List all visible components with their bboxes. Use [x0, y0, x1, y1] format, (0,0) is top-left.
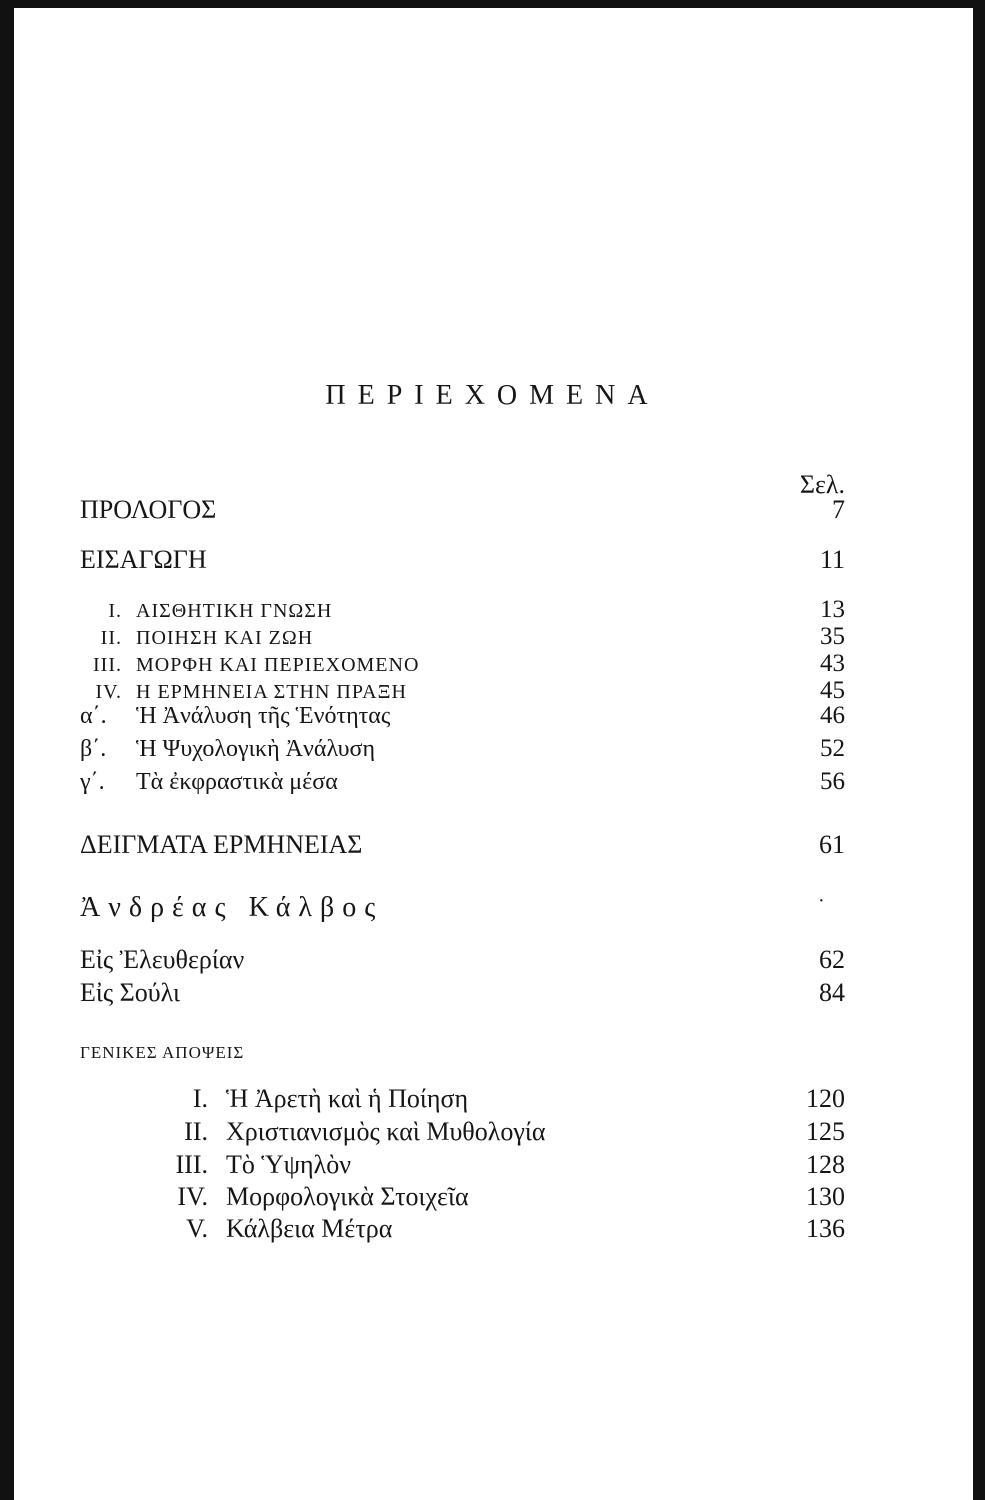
chapter-numeral: III. [93, 654, 122, 676]
toc-entry-prologue [80, 495, 845, 525]
toc-entry-label [80, 769, 338, 796]
toc-entry-label [130, 1182, 469, 1212]
general-view-numeral: I. [192, 1084, 208, 1113]
toc-entry-label [80, 627, 313, 650]
toc-entry-page: 43 [820, 650, 845, 677]
chapter-numeral: II. [100, 627, 122, 649]
toc-entry-samples [80, 830, 845, 860]
toc-entry-introduction [80, 545, 845, 575]
chapter-title: ΠΟΙΗΣΗ ΚΑΙ ΖΩΗ [136, 627, 314, 649]
toc-entry-label: ΠΡΟΛΟΓΟΣ [80, 495, 217, 524]
toc-entry-page: 128 [806, 1150, 845, 1179]
subchapter-title: Τὰ ἐκφραστικὰ μέσα [136, 769, 338, 795]
toc-entry-page: 136 [806, 1214, 845, 1243]
toc-entry-page: 7 [832, 495, 845, 524]
toc-entry-page: 46 [820, 702, 845, 729]
chapter-numeral: I. [108, 600, 122, 622]
general-view-title: Χριστιανισμὸς καὶ Μυθολογία [226, 1117, 546, 1146]
scan-top-edge [0, 0, 985, 8]
toc-entry-page: 120 [806, 1084, 845, 1113]
toc-entry-label [80, 654, 419, 677]
toc-entry-label [80, 736, 375, 763]
toc-entry-ode [80, 978, 845, 1008]
toc-entry-ode [80, 945, 845, 975]
chapter-numeral: IV. [95, 681, 122, 703]
general-views-heading: ΓΕΝΙΚΕΣ ΑΠΟΨΕΙΣ [80, 1043, 245, 1062]
page-title: ΠΕΡΙΕΧΟΜΕΝΑ [325, 380, 660, 411]
toc-entry-general-view [130, 1084, 845, 1114]
toc-entry-page: 35 [820, 623, 845, 650]
toc-entry-general-view [130, 1117, 845, 1147]
toc-entry-subchapter [80, 768, 845, 796]
subchapter-title: Ἡ Ψυχολογικὴ Ἀνάλυση [136, 736, 376, 762]
subchapter-letter: γ΄. [80, 769, 105, 795]
subchapter-letter: β΄. [80, 736, 107, 762]
toc-entry-label [130, 1150, 351, 1180]
toc-entry-page: 62 [819, 945, 845, 974]
toc-entry-page: 52 [820, 735, 845, 762]
general-view-title: Τὸ Ὑψηλὸν [226, 1150, 351, 1179]
toc-entry-label [80, 600, 332, 623]
toc-entry-subchapter [80, 702, 845, 730]
subchapter-title: Ἡ Ἀνάλυση τῆς Ἑνότητας [136, 703, 391, 729]
toc-entry-chapter [80, 623, 845, 651]
toc-entry-page: 125 [806, 1117, 845, 1146]
scan-right-edge [973, 0, 985, 1500]
toc-entry-page: 56 [820, 768, 845, 795]
author-heading [80, 892, 845, 924]
chapter-title: Η ΕΡΜΗΝΕΙΑ ΣΤΗΝ ΠΡΑΞΗ [136, 681, 407, 703]
author-name: Ἀνδρέας Κάλβος [80, 892, 384, 923]
toc-entry-general-view [130, 1150, 845, 1180]
toc-entry-chapter [80, 596, 845, 624]
general-view-numeral: III. [175, 1150, 208, 1179]
general-view-title: Μορφολογικὰ Στοιχεῖα [226, 1182, 469, 1211]
toc-entry-page: 61 [819, 830, 845, 859]
toc-entry-chapter [80, 677, 845, 705]
toc-entry-label [80, 703, 390, 730]
toc-entry-label: Εἰς Σούλι [80, 978, 180, 1007]
general-view-numeral: V. [186, 1214, 208, 1243]
toc-entry-subchapter [80, 735, 845, 763]
toc-entry-general-view [130, 1214, 845, 1244]
toc-entry-general-view [130, 1182, 845, 1212]
toc-entry-page: 11 [819, 545, 845, 574]
scan-left-edge [0, 0, 14, 1500]
chapter-title: ΜΟΡΦΗ ΚΑΙ ΠΕΡΙΕΧΟΜΕΝΟ [136, 654, 420, 676]
toc-entry-label: ΔΕΙΓΜΑΤΑ ΕΡΜΗΝΕΙΑΣ [80, 830, 363, 859]
toc-entry-chapter [80, 650, 845, 678]
toc-entry-page: 45 [820, 677, 845, 704]
toc-entry-label: Εἰς Ἐλευθερίαν [80, 945, 245, 974]
toc-entry-label [130, 1214, 392, 1244]
general-view-numeral: II. [184, 1117, 208, 1146]
toc-entry-label [130, 1117, 545, 1147]
toc-entry-label: ΕΙΣΑΓΩΓΗ [80, 545, 207, 574]
toc-entry-page: 13 [820, 596, 845, 623]
author-mark: · [818, 890, 825, 912]
toc-entry-page: 84 [819, 978, 845, 1007]
page-column-label: Σελ. [799, 470, 845, 499]
subchapter-letter: α΄. [80, 703, 107, 729]
chapter-title: ΑΙΣΘΗΤΙΚΗ ΓΝΩΣΗ [136, 600, 333, 622]
toc-entry-label [80, 681, 407, 704]
general-view-numeral: IV. [177, 1182, 208, 1211]
toc-entry-label [130, 1084, 468, 1114]
toc-entry-page: 130 [806, 1182, 845, 1211]
general-view-title: Κάλβεια Μέτρα [226, 1214, 393, 1243]
general-view-title: Ἡ Ἀρετὴ καὶ ἡ Ποίηση [226, 1084, 469, 1113]
